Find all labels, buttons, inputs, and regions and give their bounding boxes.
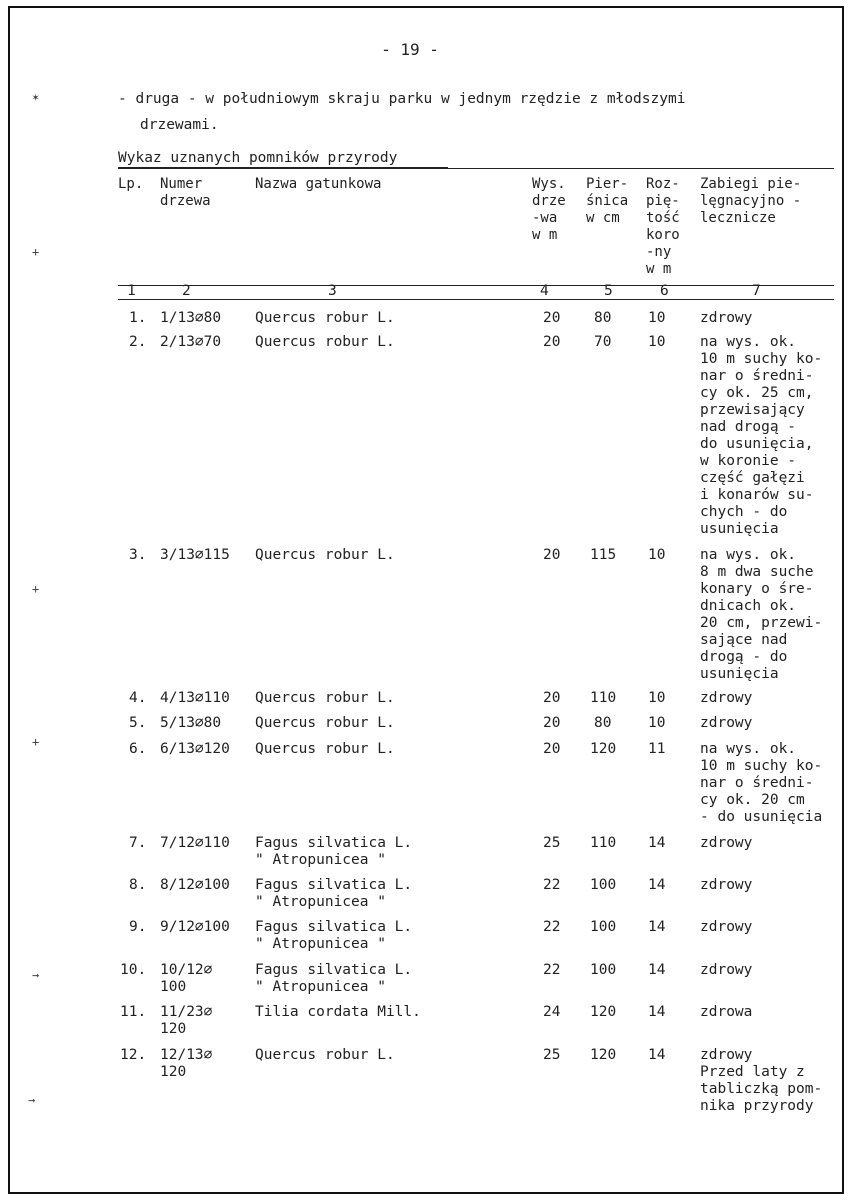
row-zabiegi: w koronie - bbox=[700, 453, 797, 469]
row-zabiegi: tabliczką pom- bbox=[700, 1081, 823, 1097]
row-rozpietosc: 10 bbox=[648, 310, 666, 326]
margin-mark: + bbox=[32, 582, 40, 596]
row-piersnica: 80 bbox=[594, 310, 612, 326]
row-zabiegi: 20 cm, przewi- bbox=[700, 615, 823, 631]
row-piersnica: 120 bbox=[590, 1047, 617, 1063]
header-piersnica: śnica bbox=[586, 193, 629, 209]
row-zabiegi: zdrowy bbox=[700, 877, 753, 893]
row-rozpietosc: 11 bbox=[648, 741, 666, 757]
row-piersnica: 100 bbox=[590, 962, 617, 978]
row-nazwa: Fagus silvatica L. bbox=[255, 962, 413, 978]
row-nazwa: Fagus silvatica L. bbox=[255, 877, 413, 893]
row-zabiegi: na wys. ok. bbox=[700, 741, 797, 757]
row-zabiegi: usunięcia bbox=[700, 521, 779, 537]
header-rozpietosc: koro bbox=[646, 227, 680, 243]
column-number: 6 bbox=[660, 283, 669, 299]
row-lp: 1. bbox=[129, 310, 147, 326]
row-zabiegi: chych - do bbox=[700, 504, 788, 520]
row-zabiegi: i konarów su- bbox=[700, 487, 814, 503]
column-number: 4 bbox=[540, 283, 549, 299]
row-rozpietosc: 10 bbox=[648, 334, 666, 350]
row-wys: 20 bbox=[543, 547, 561, 563]
header-zabiegi: lęgnacyjno - bbox=[700, 193, 802, 209]
row-lp: 10. bbox=[120, 962, 147, 978]
header-numer: drzewa bbox=[160, 193, 211, 209]
row-lp: 2. bbox=[129, 334, 147, 350]
row-rozpietosc: 10 bbox=[648, 547, 666, 563]
row-lp: 12. bbox=[120, 1047, 147, 1063]
row-zabiegi: nar o średni- bbox=[700, 368, 814, 384]
row-nazwa: Quercus robur L. bbox=[255, 334, 395, 350]
row-zabiegi: 10 m suchy ko- bbox=[700, 758, 823, 774]
row-numer: 4/13⌀110 bbox=[160, 690, 230, 706]
row-numer: 6/13⌀120 bbox=[160, 741, 230, 757]
row-rozpietosc: 10 bbox=[648, 690, 666, 706]
margin-mark: → bbox=[32, 968, 40, 982]
row-nazwa: " Atropunicea " bbox=[255, 852, 386, 868]
row-lp: 7. bbox=[129, 835, 147, 851]
row-zabiegi: nad drogą - bbox=[700, 419, 797, 435]
row-zabiegi: część gałęzi bbox=[700, 470, 805, 486]
margin-mark: + bbox=[32, 245, 40, 259]
row-numer: 3/13⌀115 bbox=[160, 547, 230, 563]
margin-mark: → bbox=[28, 1093, 36, 1107]
table-top-rule bbox=[118, 168, 834, 169]
row-zabiegi: na wys. ok. bbox=[700, 547, 797, 563]
row-piersnica: 100 bbox=[590, 877, 617, 893]
row-zabiegi: zdrowy bbox=[700, 835, 753, 851]
row-numer: 10/12⌀ bbox=[160, 962, 213, 978]
header-zabiegi: Zabiegi pie- bbox=[700, 176, 802, 192]
row-lp: 8. bbox=[129, 877, 147, 893]
row-wys: 20 bbox=[543, 715, 561, 731]
header-wys: Wys. bbox=[532, 176, 566, 192]
row-wys: 22 bbox=[543, 877, 561, 893]
header-lp: Lp. bbox=[118, 176, 144, 192]
row-zabiegi: zdrowa bbox=[700, 1004, 753, 1020]
row-zabiegi: zdrowy bbox=[700, 690, 753, 706]
header-piersnica: Pier- bbox=[586, 176, 629, 192]
row-piersnica: 110 bbox=[590, 690, 617, 706]
row-numer: 7/12⌀110 bbox=[160, 835, 230, 851]
row-numer: 2/13⌀70 bbox=[160, 334, 222, 350]
header-rule bbox=[118, 285, 834, 286]
row-zabiegi: zdrowy bbox=[700, 919, 753, 935]
row-rozpietosc: 14 bbox=[648, 835, 666, 851]
row-wys: 20 bbox=[543, 741, 561, 757]
row-zabiegi: sające nad bbox=[700, 632, 788, 648]
row-wys: 20 bbox=[543, 334, 561, 350]
row-zabiegi: zdrowy bbox=[700, 1047, 753, 1063]
row-zabiegi: cy ok. 20 cm bbox=[700, 792, 805, 808]
row-zabiegi: - do usunięcia bbox=[700, 809, 823, 825]
row-nazwa: Tilia cordata Mill. bbox=[255, 1004, 421, 1020]
row-zabiegi: na wys. ok. bbox=[700, 334, 797, 350]
row-rozpietosc: 14 bbox=[648, 1047, 666, 1063]
row-nazwa: Quercus robur L. bbox=[255, 741, 395, 757]
row-wys: 25 bbox=[543, 1047, 561, 1063]
row-piersnica: 110 bbox=[590, 835, 617, 851]
column-number: 1 bbox=[127, 283, 136, 299]
column-number: 7 bbox=[752, 283, 761, 299]
header-piersnica: w cm bbox=[586, 210, 620, 226]
intro-line-2: drzewami. bbox=[140, 117, 219, 133]
header-rozpietosc: -ny bbox=[646, 244, 672, 260]
header-wys: -wa bbox=[532, 210, 558, 226]
intro-line-1: - druga - w południowym skraju parku w jednym rzędzie z młodszymi bbox=[118, 91, 686, 107]
row-rozpietosc: 14 bbox=[648, 962, 666, 978]
row-zabiegi: drogą - do bbox=[700, 649, 788, 665]
row-lp: 11. bbox=[120, 1004, 147, 1020]
row-zabiegi: nar o średni- bbox=[700, 775, 814, 791]
header-rozpietosc: Roz- bbox=[646, 176, 680, 192]
row-nazwa: Fagus silvatica L. bbox=[255, 919, 413, 935]
header-rozpietosc: pię- bbox=[646, 193, 680, 209]
table-title: Wykaz uznanych pomników przyrody bbox=[118, 150, 398, 166]
row-wys: 22 bbox=[543, 962, 561, 978]
row-wys: 20 bbox=[543, 310, 561, 326]
header-rozpietosc: tość bbox=[646, 210, 680, 226]
row-zabiegi: zdrowy bbox=[700, 715, 753, 731]
row-lp: 9. bbox=[129, 919, 147, 935]
row-zabiegi: Przed laty z bbox=[700, 1064, 805, 1080]
row-zabiegi: 8 m dwa suche bbox=[700, 564, 814, 580]
row-zabiegi: usunięcia bbox=[700, 666, 779, 682]
row-numer: 1/13⌀80 bbox=[160, 310, 222, 326]
row-lp: 6. bbox=[129, 741, 147, 757]
row-numer: 12/13⌀ bbox=[160, 1047, 213, 1063]
margin-mark: ✶ bbox=[32, 90, 40, 104]
header-numer: Numer bbox=[160, 176, 203, 192]
row-numer: 120 bbox=[160, 1064, 187, 1080]
column-number: 2 bbox=[182, 283, 191, 299]
margin-mark: + bbox=[32, 735, 40, 749]
column-number-rule bbox=[118, 299, 834, 300]
row-wys: 24 bbox=[543, 1004, 561, 1020]
row-piersnica: 120 bbox=[590, 1004, 617, 1020]
row-rozpietosc: 14 bbox=[648, 919, 666, 935]
header-zabiegi: lecznicze bbox=[700, 210, 776, 226]
row-nazwa: Fagus silvatica L. bbox=[255, 835, 413, 851]
row-nazwa: Quercus robur L. bbox=[255, 690, 395, 706]
row-lp: 5. bbox=[129, 715, 147, 731]
row-numer: 8/12⌀100 bbox=[160, 877, 230, 893]
row-piersnica: 115 bbox=[590, 547, 617, 563]
row-zabiegi: zdrowy bbox=[700, 310, 753, 326]
row-wys: 20 bbox=[543, 690, 561, 706]
row-nazwa: Quercus robur L. bbox=[255, 1047, 395, 1063]
row-numer: 120 bbox=[160, 1021, 187, 1037]
row-piersnica: 120 bbox=[590, 741, 617, 757]
row-zabiegi: zdrowy bbox=[700, 962, 753, 978]
row-nazwa: " Atropunicea " bbox=[255, 894, 386, 910]
row-piersnica: 80 bbox=[594, 715, 612, 731]
row-wys: 25 bbox=[543, 835, 561, 851]
row-numer: 100 bbox=[160, 979, 187, 995]
row-rozpietosc: 10 bbox=[648, 715, 666, 731]
header-wys: drze bbox=[532, 193, 566, 209]
row-zabiegi: do usunięcia, bbox=[700, 436, 814, 452]
row-nazwa: Quercus robur L. bbox=[255, 547, 395, 563]
row-nazwa: " Atropunicea " bbox=[255, 979, 386, 995]
row-nazwa: Quercus robur L. bbox=[255, 310, 395, 326]
row-zabiegi: 10 m suchy ko- bbox=[700, 351, 823, 367]
row-zabiegi: nika przyrody bbox=[700, 1098, 814, 1114]
row-lp: 4. bbox=[129, 690, 147, 706]
row-zabiegi: konary o śre- bbox=[700, 581, 814, 597]
row-numer: 5/13⌀80 bbox=[160, 715, 222, 731]
row-zabiegi: przewisający bbox=[700, 402, 805, 418]
row-piersnica: 100 bbox=[590, 919, 617, 935]
row-rozpietosc: 14 bbox=[648, 1004, 666, 1020]
header-rozpietosc: w m bbox=[646, 261, 672, 277]
row-rozpietosc: 14 bbox=[648, 877, 666, 893]
row-nazwa: " Atropunicea " bbox=[255, 936, 386, 952]
column-number: 5 bbox=[604, 283, 613, 299]
row-zabiegi: cy ok. 25 cm, bbox=[700, 385, 814, 401]
row-numer: 11/23⌀ bbox=[160, 1004, 213, 1020]
page-number: - 19 - bbox=[381, 40, 439, 59]
header-wys: w m bbox=[532, 227, 558, 243]
row-nazwa: Quercus robur L. bbox=[255, 715, 395, 731]
row-piersnica: 70 bbox=[594, 334, 612, 350]
header-nazwa: Nazwa gatunkowa bbox=[255, 176, 382, 192]
row-wys: 22 bbox=[543, 919, 561, 935]
column-number: 3 bbox=[328, 283, 337, 299]
row-numer: 9/12⌀100 bbox=[160, 919, 230, 935]
row-zabiegi: dnicach ok. bbox=[700, 598, 797, 614]
row-lp: 3. bbox=[129, 547, 147, 563]
